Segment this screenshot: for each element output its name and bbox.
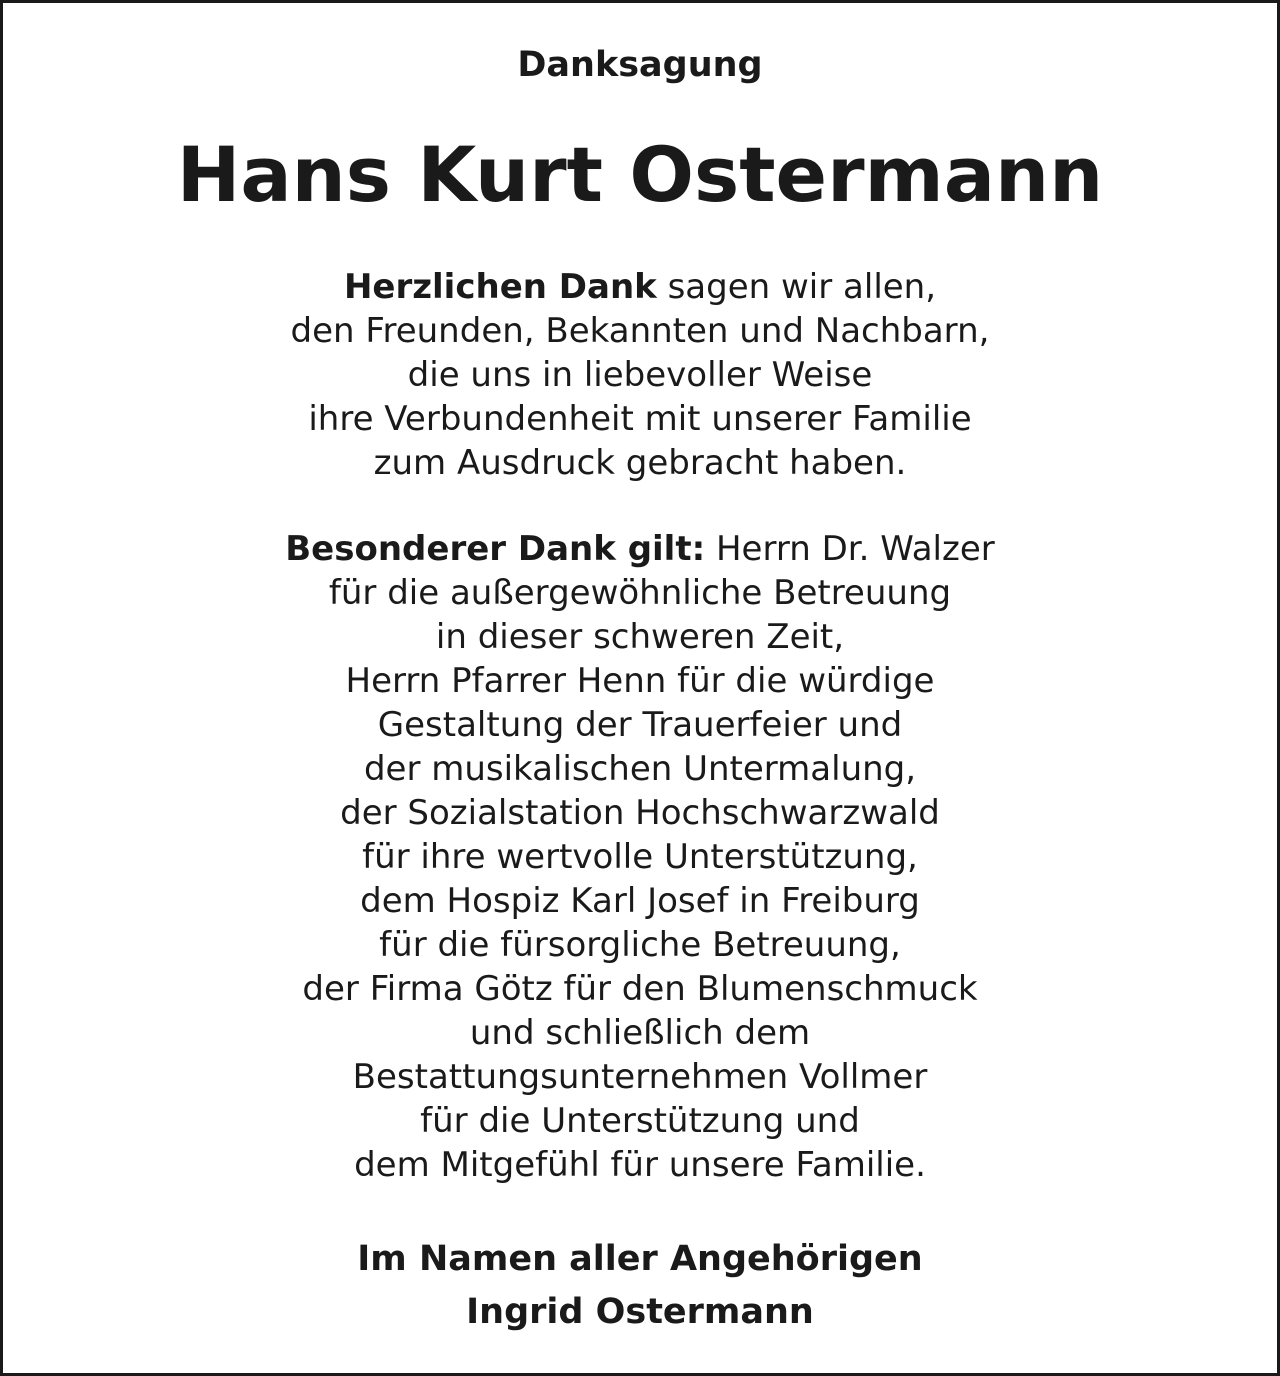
thanks-lead-rest: sagen wir allen, [656,267,937,307]
special-thanks-line: dem Hospiz Karl Josef in Freiburg [360,881,920,921]
thanks-line: den Freunden, Bekannten und Nachbarn, [290,311,990,351]
special-thanks-paragraph [3,527,1277,1187]
thanks-lead-bold: Herzlichen Dank [343,267,657,307]
thanks-line: ihre Verbundenheit mit unserer Familie [308,399,972,439]
special-thanks-line: für die fürsorgliche Betreuung, [379,925,901,965]
special-thanks-line: der Firma Götz für den Blumenschmuck [302,969,978,1009]
special-thanks-lead-line [3,527,1277,571]
special-thanks-line: Bestattungsunternehmen Vollmer [352,1057,928,1097]
special-thanks-lead-rest: Herrn Dr. Walzer [705,529,995,569]
special-thanks-line: Herrn Pfarrer Henn für die würdige [345,661,935,701]
special-thanks-line: für ihre wertvolle Unterstützung, [362,837,918,877]
notice-heading: Danksagung [517,45,763,85]
thanks-line: die uns in liebevoller Weise [407,355,873,395]
thanks-paragraph [3,265,1277,485]
special-thanks-line: und schließlich dem [469,1013,811,1053]
special-thanks-line: der musikalischen Untermalung, [363,749,917,789]
special-thanks-line: Gestaltung der Trauerfeier und [377,705,903,745]
special-thanks-line: in dieser schweren Zeit, [435,617,845,657]
signature-name: Ingrid Ostermann [466,1292,814,1332]
special-thanks-line: dem Mitgefühl für unsere Familie. [354,1145,926,1185]
thanks-line: zum Ausdruck gebracht haben. [373,443,907,483]
signature-block [3,1233,1277,1339]
special-thanks-lead-bold: Besonderer Dank gilt: [285,529,706,569]
special-thanks-line: für die Unterstützung und [420,1101,860,1141]
thanks-lead-line [3,265,1277,309]
signature-on-behalf: Im Namen aller Angehörigen [357,1239,923,1279]
special-thanks-line: für die außergewöhnliche Betreuung [328,573,952,613]
deceased-name: Hans Kurt Ostermann [176,130,1104,219]
special-thanks-line: der Sozialstation Hochschwarzwald [340,793,940,833]
